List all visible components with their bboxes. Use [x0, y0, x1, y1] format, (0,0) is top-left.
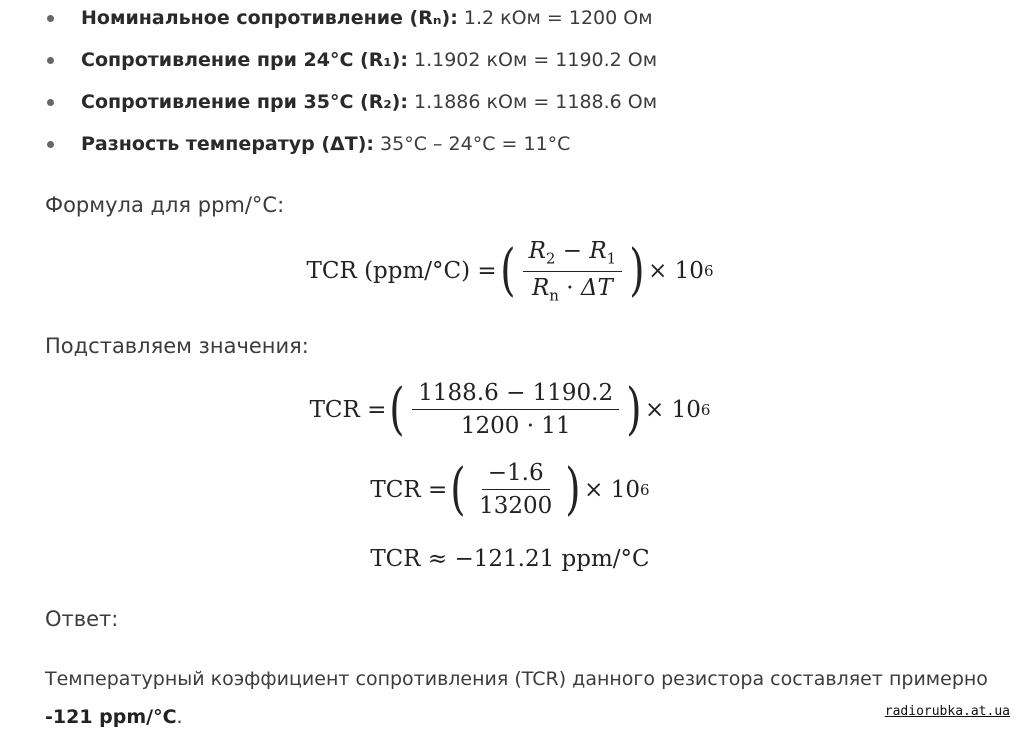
formula-lhs: TCR (ppm/°C) = [306, 258, 497, 285]
fraction-numerator [523, 238, 623, 272]
left-paren: ( [450, 456, 466, 522]
watermark: radiorubka.at.ua [884, 704, 1010, 719]
fraction-denominator: 1200 · 11 [460, 413, 571, 440]
formula-display [0, 238, 1020, 305]
equation-step-3: TCR ≈ −121.21 ppm/°C [370, 546, 650, 572]
formula-heading: Формула для ppm/°C: [45, 193, 285, 217]
list-item-value: 1.1902 кОм = 1190.2 Ом [414, 49, 658, 71]
list-item-label: Разность температур (ΔT): [81, 133, 374, 155]
times-ten: × 10 [645, 396, 701, 423]
parameter-list [62, 0, 657, 168]
step1-fraction [412, 380, 619, 440]
equation-step-1 [0, 376, 1020, 442]
list-item [62, 42, 657, 84]
symbol-rn: R [531, 274, 550, 301]
substitute-heading: Подставляем значения: [45, 334, 309, 358]
right-paren: ) [565, 456, 581, 522]
list-item-value: 35°C – 24°C = 11°C [380, 133, 571, 155]
subscript: n [549, 286, 559, 305]
list-item [62, 0, 657, 42]
symbol-r2: R [528, 238, 546, 264]
fraction-numerator: −1.6 [482, 460, 550, 490]
bullet-icon [47, 99, 54, 106]
step1-lhs: TCR = [309, 396, 387, 423]
fraction-numerator: 1188.6 − 1190.2 [412, 380, 619, 410]
left-paren: ( [499, 238, 516, 304]
formula-fraction [523, 238, 623, 305]
answer-period: . [176, 706, 183, 728]
fraction-denominator [526, 272, 619, 305]
dot-operator: · [566, 274, 574, 301]
answer-heading: Ответ: [45, 607, 119, 631]
exponent: 6 [700, 400, 711, 419]
step2-lhs: TCR = [370, 476, 448, 503]
answer-paragraph [45, 660, 1005, 736]
list-item-label: Сопротивление при 24°C (R₁): [81, 49, 408, 71]
list-item [62, 126, 657, 168]
list-item-value: 1.1886 кОм = 1188.6 Ом [414, 91, 658, 113]
symbol-r1: R [589, 238, 607, 264]
times-ten: × 10 [584, 476, 641, 503]
right-paren: ) [629, 238, 645, 304]
answer-value: -121 ppm/°C [45, 706, 177, 728]
right-paren: ) [626, 376, 642, 442]
left-paren: ( [389, 376, 406, 442]
equation-step-2 [0, 456, 1020, 522]
exponent: 6 [703, 262, 714, 281]
step2-fraction [473, 460, 558, 520]
times-ten: × 10 [648, 258, 704, 285]
subscript: 1 [606, 249, 617, 268]
list-item-label: Номинальное сопротивление (Rₙ): [81, 7, 458, 29]
list-item-label: Сопротивление при 35°C (R₂): [81, 91, 408, 113]
symbol-delta-t: ΔT [580, 274, 613, 301]
subscript: 2 [545, 249, 556, 268]
bullet-icon [47, 141, 54, 148]
list-item [62, 84, 657, 126]
exponent: 6 [640, 480, 650, 499]
bullet-icon [47, 15, 54, 22]
answer-text: Температурный коэффициент сопротивления (TCR) данного резистора составляет примерно [45, 668, 988, 690]
bullet-icon [47, 57, 54, 64]
fraction-denominator: 13200 [479, 493, 553, 520]
minus-sign: − [562, 238, 583, 264]
list-item-value: 1.2 кОм = 1200 Ом [463, 7, 653, 29]
